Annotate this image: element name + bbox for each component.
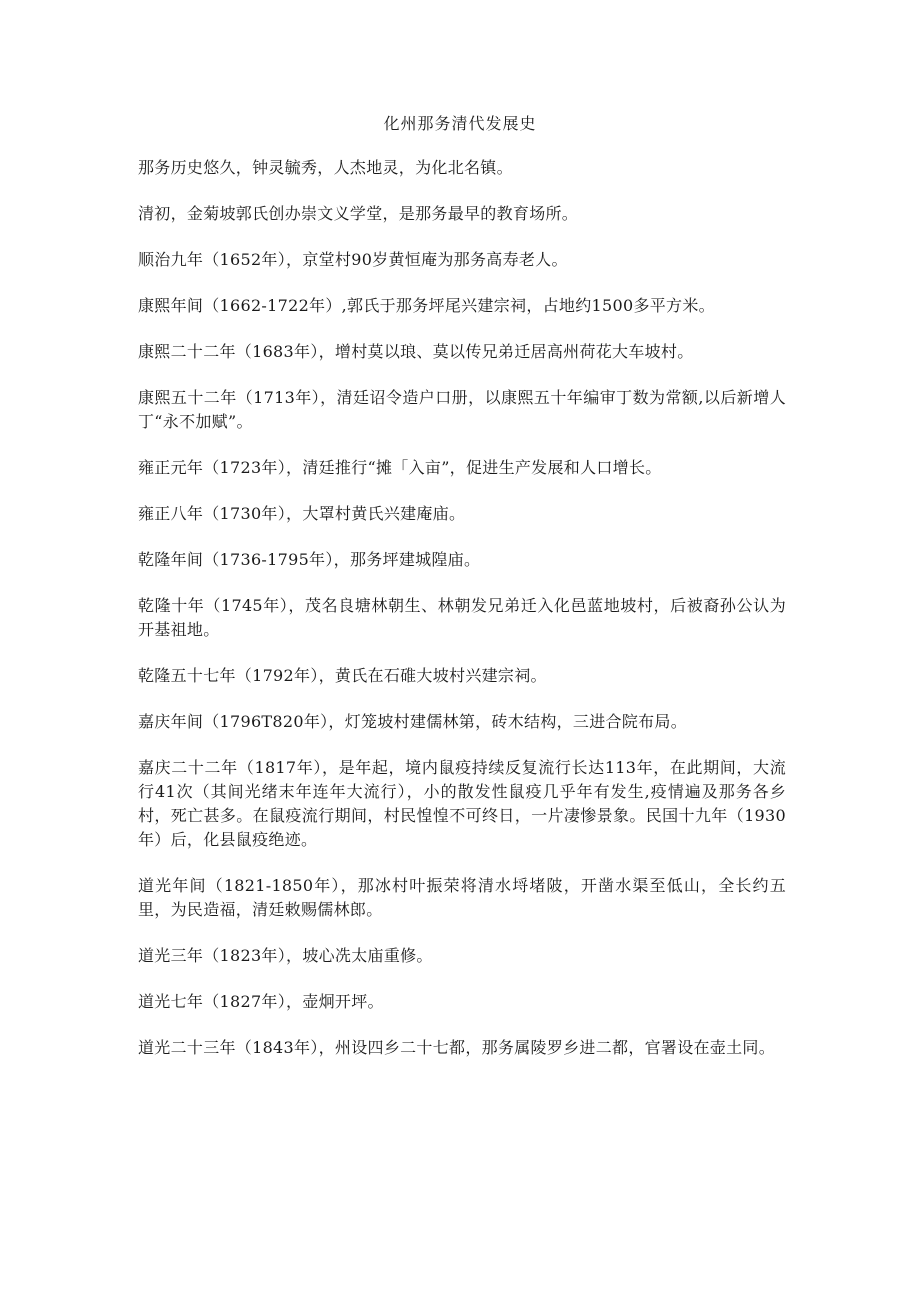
paragraph: 雍正八年（1730年），大罩村黄氏兴建庵庙。: [138, 504, 466, 523]
paragraph: 乾隆五十七年（1792年），黄氏在石碓大坡村兴建宗祠。: [138, 666, 547, 685]
paragraph: 乾隆十年（1745年），茂名良塘林朝生、林朝发兄弟迁入化邑蓝地坡村，后被裔孙公认为开基祖地。: [138, 596, 786, 639]
paragraph: 康熙二十二年（1683年），增村莫以琅、莫以传兄弟迁居高州荷花大车坡村。: [138, 342, 694, 361]
paragraph: 嘉庆二十二年（1817年），是年起，境内鼠疫持续反复流行长达113年，在此期间，大流行41次（其间光绪末年连年大流行），小的散发性鼠疫几乎年有发生,疫情遍及那务各乡村，死亡甚多。在鼠疫流行期间，村民惶惶不可终日，一片凄惨景象。民国十九年（1930年）后，化县鼠疫绝迹。: [138, 758, 786, 849]
paragraph: 道光二十三年（1843年），州设四乡二十七都，那务属陵罗乡进二都，官署设在壶土同。: [138, 1038, 776, 1057]
paragraph: 雍正元年（1723年），清廷推行“摊「入亩”，促进生产发展和人口增长。: [138, 458, 662, 477]
document-body: [138, 156, 786, 1082]
paragraph: 康熙五十二年（1713年），清廷诏令造户口册，以康熙五十年编审丁数为常额,以后新增人丁“永不加赋”。: [138, 388, 786, 431]
paragraph: 嘉庆年间（1796T820年），灯笼坡村建儒林第，砖木结构，三进合院布局。: [138, 712, 688, 731]
document-title: 化州那务清代发展史: [383, 114, 537, 133]
paragraph: 乾隆年间（1736-1795年），那务坪建城隍庙。: [138, 550, 481, 569]
paragraph: 清初，金菊坡郭氏创办崇文义学堂，是那务最早的教育场所。: [138, 204, 579, 223]
paragraph: 道光年间（1821-1850年），那冰村叶振荣将清水埒堵陂，开凿水渠至低山，全长约五里，为民造福，清廷敕赐儒林郎。: [138, 876, 786, 919]
paragraph: 顺治九年（1652年），京堂村90岁黄恒庵为那务高寿老人。: [138, 250, 568, 269]
paragraph: 那务历史悠久，钟灵毓秀，人杰地灵，为化北名镇。: [138, 158, 513, 177]
paragraph: 道光七年（1827年），壶炯开坪。: [138, 992, 384, 1011]
paragraph: 道光三年（1823年），坡心冼太庙重修。: [138, 946, 433, 965]
paragraph: 康熙年间（1662-1722年）,郭氏于那务坪尾兴建宗祠，占地约1500多平方米。: [138, 296, 715, 315]
